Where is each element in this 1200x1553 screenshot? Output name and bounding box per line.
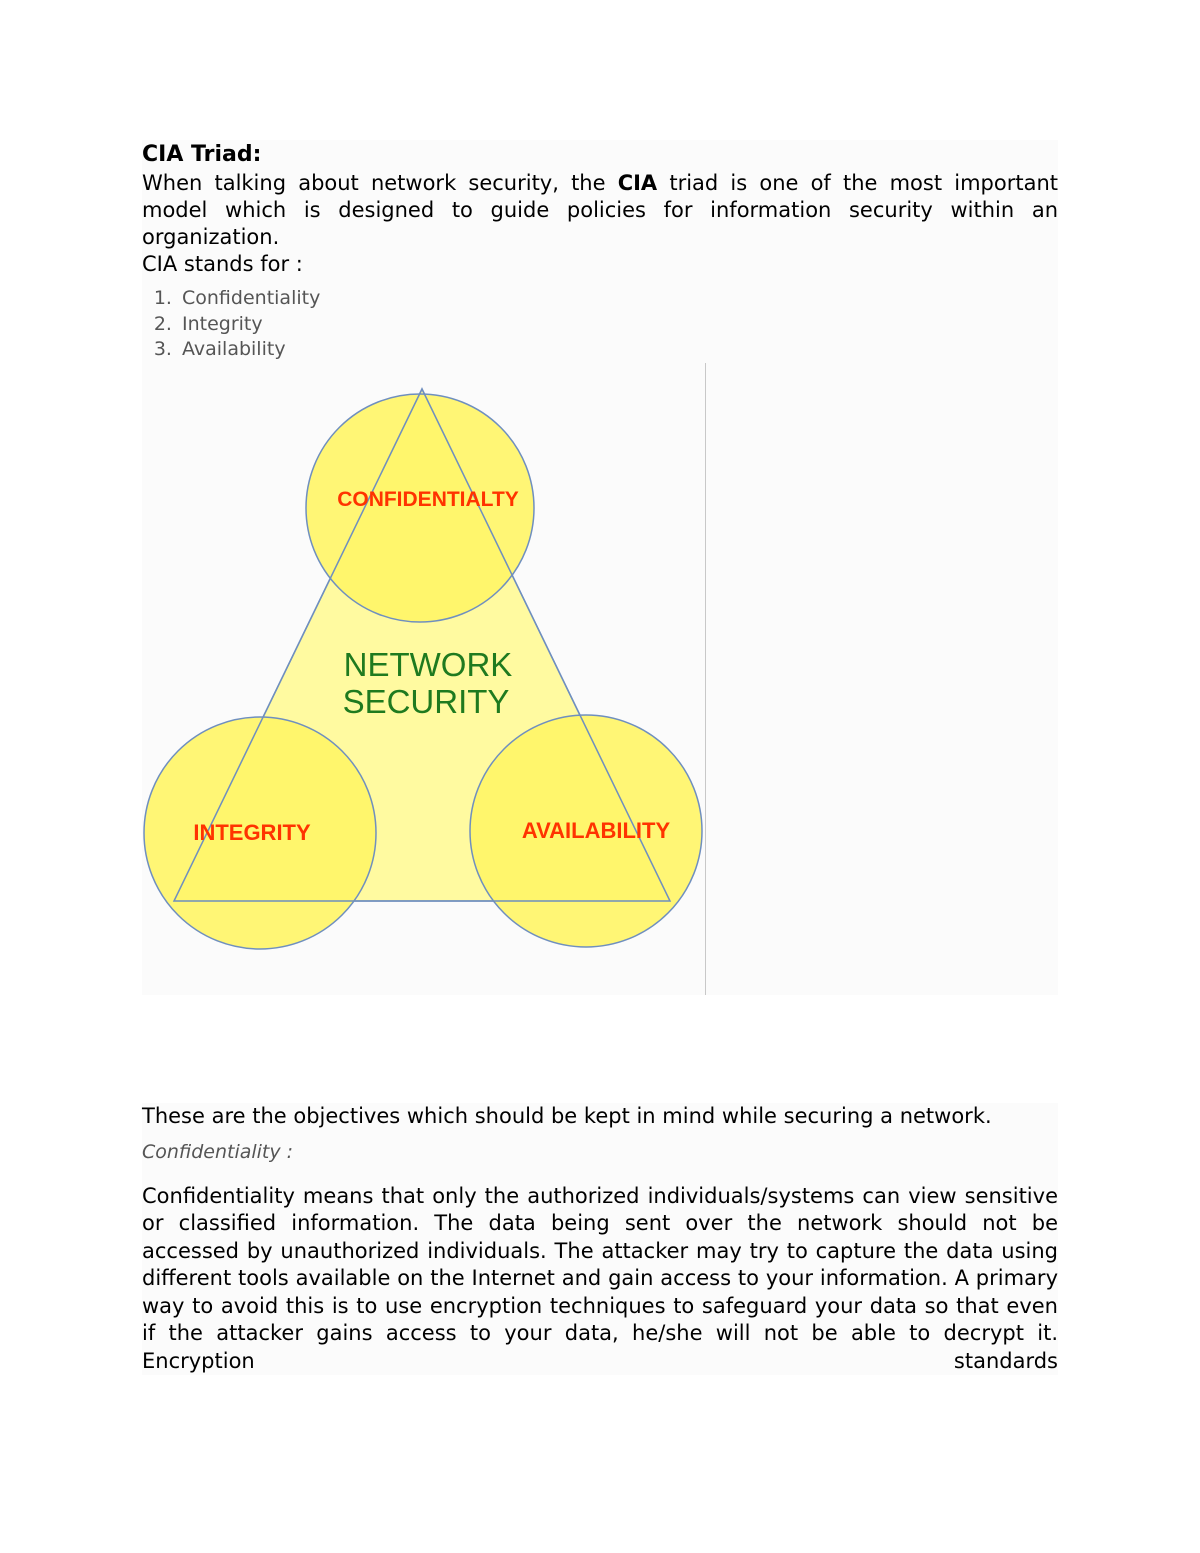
list-item: 1. Confidentiality [178,286,1058,312]
objectives-paragraph: These are the objectives which should be kept in mind while securing a network. [142,1103,992,1128]
list-item: 2. Integrity [178,312,1058,338]
center-label-line1: NETWORK [343,645,513,683]
cia-triad-diagram [142,363,1058,995]
intro-paragraph [142,170,1058,251]
intro-after: triad is one of the most important model which is designed to guide policies for information security within an organization. [142,171,1058,249]
page-title: CIA Triad: [142,142,262,167]
left-label: INTEGRITY [193,819,311,845]
vertical-spacer [142,995,1058,1103]
confidentiality-paragraph: Confidentiality means that only the authorized individuals/systems can view sensitive or classified information. The data being sent over the network should not be accessed by unauthorized individuals. The attacker may try to capture the data using different tools available on the Internet and gain access to your information. A primary way to avoid this is to use encryption techniques to safeguard your data so that even if the attacker gains access to your data, he/she will not be able to decrypt it. Encryption standards [142,1183,1058,1373]
right-label: AVAILABILITY [521,817,671,843]
cia-list [142,286,1058,363]
intro-section [142,140,1058,363]
top-label: CONFIDENTIALTY [337,487,519,511]
confidentiality-subheading: Confidentiality : [142,1140,294,1163]
document-page [142,140,1058,1375]
intro-bold-cia: CIA [617,171,658,195]
center-label-line2: SECURITY [342,682,510,720]
objectives-section [142,1103,1058,1376]
intro-before: When talking about network security, the [142,171,618,195]
triad-svg [142,363,705,995]
list-item: 3. Availability [178,337,1058,363]
stands-for-text: CIA stands for : [142,252,303,276]
diagram-divider [705,363,706,995]
